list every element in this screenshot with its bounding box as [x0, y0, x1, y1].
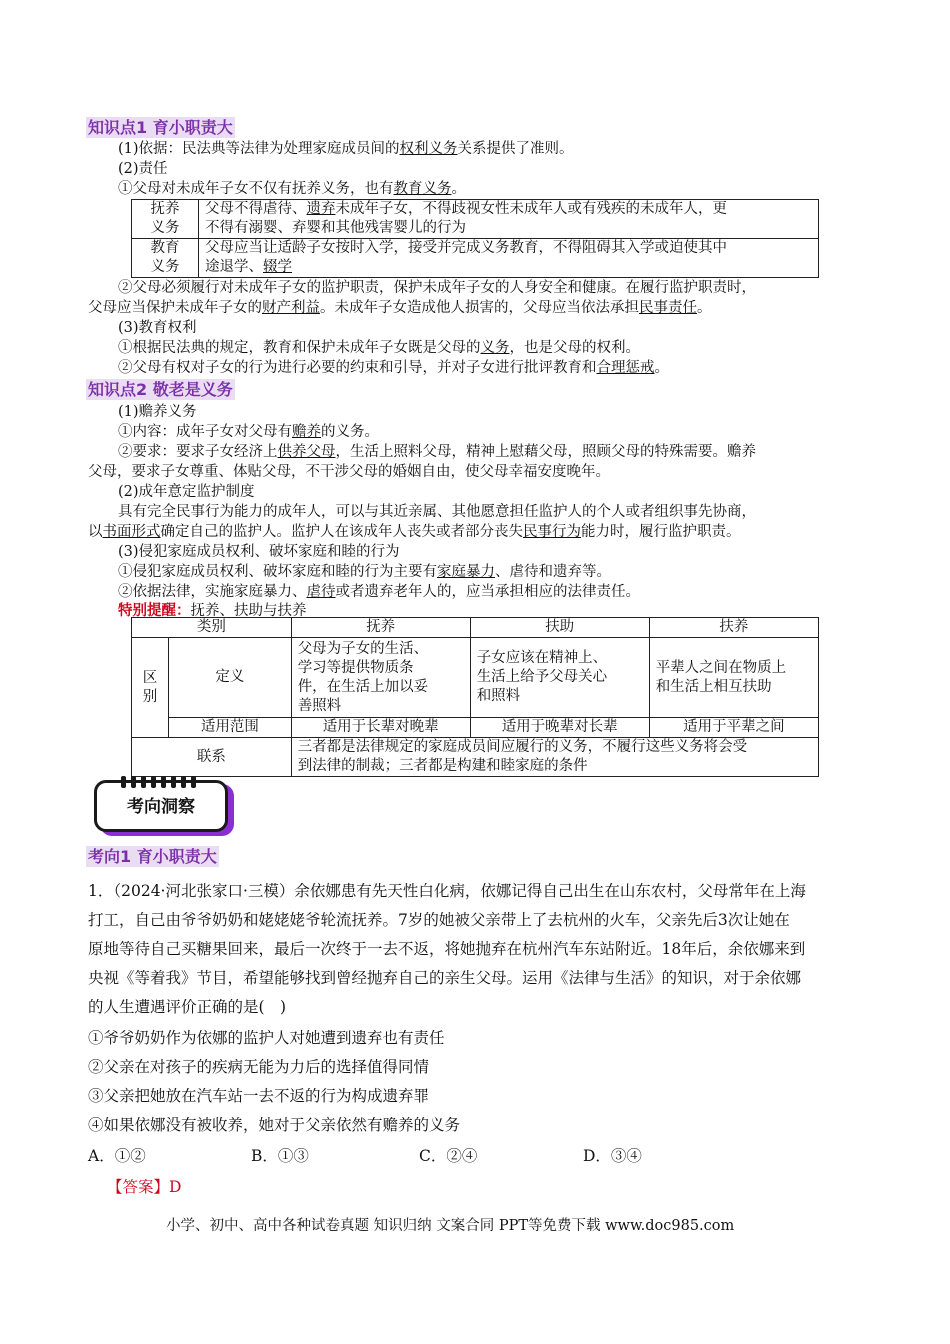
section-badge	[94, 780, 228, 832]
col-category: 类别	[132, 618, 292, 638]
row-link-label: 联系	[132, 738, 292, 777]
option-a: A．①②	[88, 1147, 146, 1165]
statement-4: ④如果依娜没有被收养，她对于父亲依然有赡养的义务	[88, 1116, 461, 1134]
statement-2: ②父亲在对孩子的疾病无能为力后的选择值得同情	[88, 1058, 430, 1076]
kp1-edu2: ②父母有权对子女的行为进行必要的约束和引导，并对子女进行批评教育和合理惩戒。	[118, 360, 669, 376]
kp1-edu-heading: (3)教育权利	[118, 320, 197, 336]
statement-1: ①爷爷奶奶作为依娜的监护人对她遭到遗弃也有责任	[88, 1029, 445, 1047]
special-tip-label: 特别提醒：	[118, 603, 191, 619]
kp2-s1-item1: ①内容：成年子女对父母有赡养的义务。	[118, 424, 379, 440]
link-text: 三者都是法律规定的家庭成员间应履行的义务，不履行这些义务将会受 到法律的制裁；三者都是构建和睦家庭的条件	[291, 738, 818, 777]
kp2-s1-heading: (1)赡养义务	[118, 404, 197, 420]
kp1-basis: (1)依据：民法典等法律为处理家庭成员间的权利义务关系提供了准则。	[118, 141, 574, 157]
kp1-edu1: ①根据民法典的规定，教育和保护未成年子女既是父母的义务，也是父母的权利。	[118, 340, 640, 356]
def-fuzhu: 子女应该在精神上、 生活上给予父母关心 和照料	[470, 638, 649, 718]
row-scope-label: 适用范围	[169, 718, 292, 738]
kp1-resp-heading: (2)责任	[118, 161, 168, 177]
kp2-s1-item2: ②要求：要求子女经济上供养父母，生活上照料父母，精神上慰藉父母，照顾父母的特殊需要。赡养	[118, 444, 756, 460]
def-fuyang-2: 平辈人之间在物质上 和生活上相互扶助	[649, 638, 818, 718]
question-line-1: 1．（2024·河北张家口·三模）余依娜患有先天性白化病，依娜记得自己出生在山东农村，父母常年在上海	[88, 882, 806, 900]
col-fuyang-2: 扶养	[649, 618, 818, 638]
col-fuzhu: 扶助	[470, 618, 649, 638]
question-line-2: 打工，自己由爷爷奶奶和姥姥姥爷轮流抚养。7岁的她被父亲带上了去杭州的火车，父亲先后3次让她在	[88, 911, 790, 929]
kp2-title: 知识点2 敬老是义务	[88, 380, 233, 399]
page-footer: 小学、初中、高中各种试卷真题 知识归纳 文案合同 PPT等免费下载 www.doc985.com	[166, 1218, 735, 1234]
col-fuyang-1: 抚养	[291, 618, 470, 638]
kp1-resp1: ①父母对未成年子女不仅有抚养义务，也有教育义务。	[118, 181, 466, 197]
question-line-5: 的人生遭遇评价正确的是( )	[88, 998, 287, 1016]
row-def-label: 定义	[169, 638, 292, 718]
kp2-s2-heading: (2)成年意定监护制度	[118, 484, 255, 500]
statement-3: ③父亲把她放在汽车站一去不返的行为构成遗弃罪	[88, 1087, 430, 1105]
option-b: B．①③	[251, 1147, 309, 1165]
duty-text-fuyang: 父母不得虐待、遗弃未成年子女，不得歧视女性未成年人或有残疾的未成年人，更 不得有溺婴、弃婴和其他残害婴儿的行为	[199, 200, 819, 239]
row-qubie: 区 别	[132, 638, 169, 738]
question-line-3: 原地等待自己买糖果回来，最后一次终于一去不返，将她抛弃在杭州汽车东站附近。18年后，余依娜来到	[88, 940, 806, 958]
special-tip: 特别提醒：抚养、扶助与扶养	[118, 603, 307, 619]
kp2-s1-item2-cont: 父母，要求子女尊重、体贴父母，不干涉父母的婚姻自由，使父母幸福安度晚年。	[88, 464, 610, 480]
kp2-s3-item2: ②依据法律，实施家庭暴力、虐待或者遗弃老年人的，应当承担相应的法律责任。	[118, 584, 640, 600]
badge-label: 考向洞察	[127, 797, 195, 817]
option-d: D．③④	[583, 1147, 642, 1165]
scope-fuyang-1: 适用于长辈对晚辈	[291, 718, 470, 738]
kp1-resp2-line1: ②父母必须履行对未成年子女的监护职责，保护未成年子女的人身安全和健康。在履行监护职责时，	[118, 280, 756, 296]
duty-label-fuyang: 抚养 义务	[132, 200, 199, 239]
kp1-title: 知识点1 育小职责大	[88, 118, 233, 137]
def-fuyang-1: 父母为子女的生活、 学习等提供物质条 件，在生活上加以妥 善照料	[291, 638, 470, 718]
comparison-table	[131, 617, 819, 777]
kx1-title: 考向1 育小职责大	[88, 847, 217, 866]
question-line-4: 央视《等着我》节目，希望能够找到曾经抛弃自己的亲生父母。运用《法律与生活》的知识，对于余依娜	[88, 969, 802, 987]
kp2-s2-line2: 以书面形式确定自己的监护人。监护人在该成年人丧失或者部分丧失民事行为能力时，履行监护职责。	[88, 524, 741, 540]
kp2-s2-line1: 具有完全民事行为能力的成年人，可以与其近亲属、其他愿意担任监护人的个人或者组织事先协商，	[118, 504, 756, 520]
badge-binder-icon	[121, 773, 201, 792]
kp2-s3-heading: (3)侵犯家庭成员权利、破坏家庭和睦的行为	[118, 544, 400, 560]
duty-text-jiaoyu: 父母应当让适龄子女按时入学，接受并完成义务教育，不得阻碍其入学或迫使其中 途退学、辍学	[199, 239, 819, 278]
option-c: C．②④	[419, 1147, 478, 1165]
scope-fuzhu: 适用于晚辈对长辈	[470, 718, 649, 738]
kp1-resp2-line2: 父母应当保护未成年子女的财产利益。未成年子女造成他人损害的，父母应当依法承担民事责任。	[88, 300, 712, 316]
kp2-s3-item1: ①侵犯家庭成员权利、破坏家庭和睦的行为主要有家庭暴力、虐待和遗弃等。	[118, 564, 611, 580]
duty-label-jiaoyu: 教育 义务	[132, 239, 199, 278]
duty-table	[131, 199, 819, 278]
answer: 【答案】D	[107, 1178, 182, 1196]
scope-fuyang-2: 适用于平辈之间	[649, 718, 818, 738]
